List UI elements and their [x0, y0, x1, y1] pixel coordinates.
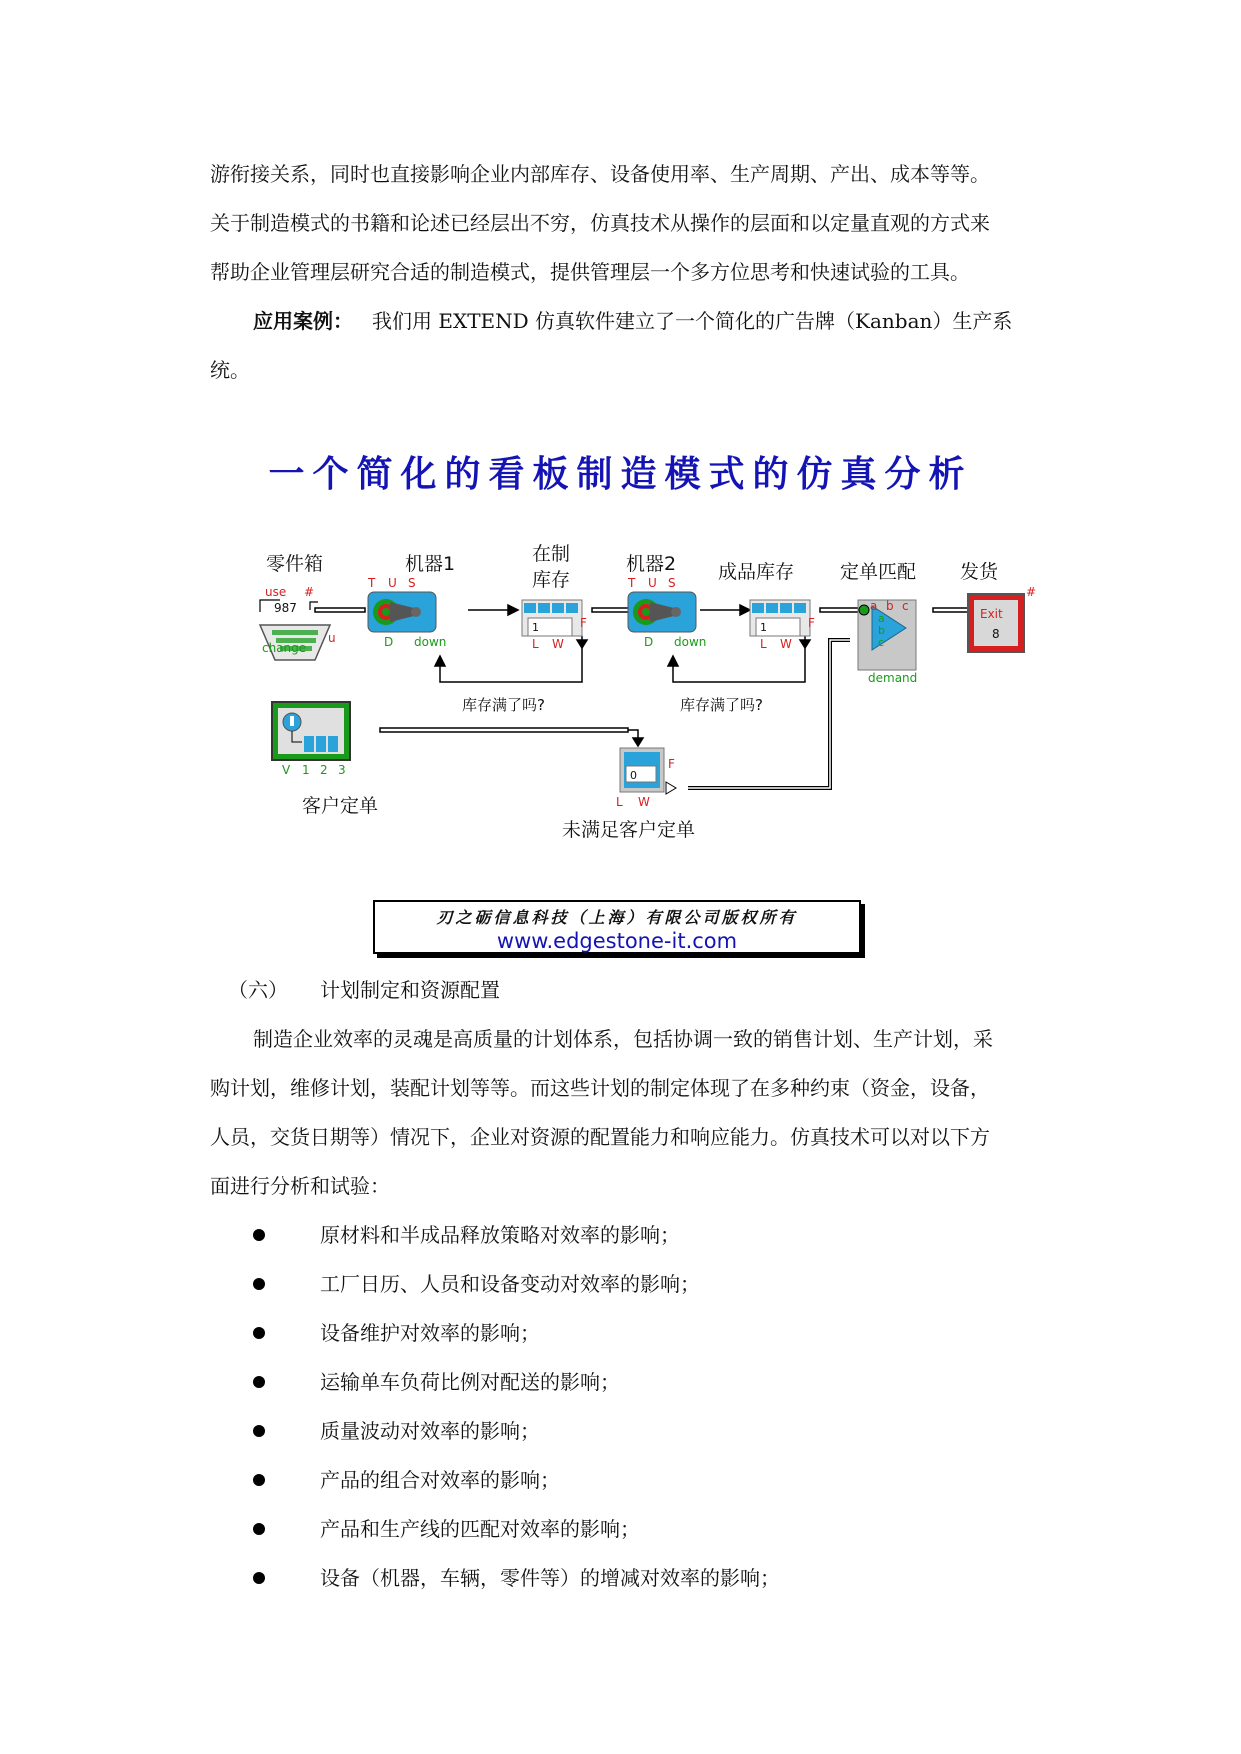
bullet-item: 设备（机器，车辆，零件等）的增减对效率的影响； [320, 1566, 780, 1590]
section-number: （六） [228, 978, 288, 1002]
wip-label-1: 在制 [532, 543, 571, 565]
copyright-box [373, 900, 861, 954]
q3-f: F [668, 757, 675, 771]
q1-val: 1 [532, 621, 539, 634]
inventory-full-label-2: 库存满了吗? [680, 696, 763, 714]
intro-line-3: 帮助企业管理层研究合适的制造模式，提供管理层一个多方位思考和快速试验的工具。 [210, 260, 970, 284]
bullet-dot [253, 1425, 265, 1437]
parts-bin-block [260, 585, 336, 660]
q2-f: F [808, 616, 815, 630]
q3-w: W [638, 795, 650, 809]
m1-d: D [384, 635, 394, 649]
bullet-item: 设备维护对效率的影响； [320, 1321, 540, 1345]
para-line-3: 人员，交货日期等）情况下，企业对资源的配置能力和响应能力。仿真技术可以对以下方 [210, 1125, 990, 1149]
wip-label-2: 库存 [532, 569, 571, 591]
m1-down: down [414, 635, 447, 649]
m2-u: U [648, 576, 657, 590]
exit-hash: # [1026, 585, 1037, 599]
order-match-label: 定单匹配 [840, 561, 917, 583]
bullet-dot [253, 1376, 265, 1388]
bullet-dot [253, 1474, 265, 1486]
m1-s: S [408, 576, 416, 590]
bullet-dot [253, 1572, 265, 1584]
intro-line-1: 游衔接关系，同时也直接影响企业内部库存、设备使用率、生产周期、产出、成本等等。 [210, 162, 990, 186]
m2-s: S [668, 576, 676, 590]
exit-block [968, 585, 1036, 652]
intro-line-2: 关于制造模式的书籍和论述已经层出不穷，仿真技术从操作的层面和以定量直观的方式来 [210, 211, 990, 235]
parts-bin-label: 零件箱 [266, 553, 324, 575]
case-text-cont: 统。 [210, 358, 250, 382]
copyright-url: www.edgestone-it.com [496, 929, 738, 953]
bullet-item: 质量波动对效率的影响； [320, 1419, 540, 1443]
machine2-block [627, 576, 706, 649]
machine2-label: 机器2 [626, 553, 677, 575]
figure-title: 一个简化的看板制造模式的仿真分析 [268, 454, 973, 495]
gen-v: V [282, 763, 291, 777]
inventory-full-label-1: 库存满了吗? [462, 696, 545, 714]
gen-3: 3 [338, 763, 346, 777]
m2-d: D [644, 635, 654, 649]
q2-l: L [760, 637, 767, 651]
q1-l: L [532, 637, 539, 651]
shipping-label: 发货 [960, 561, 999, 583]
m2-down: down [674, 635, 707, 649]
para-line-1: 制造企业效率的灵魂是高质量的计划体系，包括协调一致的销售计划、生产计划，采 [253, 1027, 993, 1051]
machine1-block [367, 576, 446, 649]
match-b-top: b [886, 599, 894, 613]
parts-use: use [265, 585, 287, 599]
q3-val: 0 [630, 769, 637, 782]
para-line-2: 购计划，维修计划，装配计划等等。而这些计划的制定体现了在多种约束（资金，设备， [210, 1076, 990, 1100]
copyright-company: 刃之砺信息科技（上海）有限公司版权所有 [436, 908, 798, 927]
customer-order-generator [272, 702, 350, 777]
m2-t: T [628, 576, 636, 590]
q1-w: W [552, 637, 564, 651]
q3-l: L [616, 795, 623, 809]
bullet-dot [253, 1523, 265, 1535]
m1-t: T [368, 576, 376, 590]
gen-2: 2 [320, 763, 328, 777]
bullet-dot [253, 1229, 265, 1241]
q2-val: 1 [760, 621, 767, 634]
match-c: c [878, 636, 885, 649]
section-title: 计划制定和资源配置 [320, 978, 500, 1002]
unfilled-orders-label: 未满足客户定单 [562, 819, 696, 841]
parts-hash: # [304, 585, 315, 599]
match-b: b [878, 624, 885, 637]
m1-u: U [388, 576, 397, 590]
customer-orders-label: 客户定单 [302, 795, 379, 817]
bullet-item: 产品和生产线的匹配对效率的影响； [320, 1517, 640, 1541]
bullet-item: 原材料和半成品释放策略对效率的影响； [320, 1223, 680, 1247]
finished-inventory-label: 成品库存 [718, 561, 795, 583]
machine1-label: 机器1 [405, 553, 456, 575]
exit-count: 8 [992, 627, 1000, 641]
wip-queue-block [522, 600, 587, 651]
bullet-dot [253, 1327, 265, 1339]
match-a: a [878, 612, 885, 625]
gen-1: 1 [302, 763, 310, 777]
match-a-top: a [870, 599, 878, 613]
bullet-dot [253, 1278, 265, 1290]
unfilled-orders-queue [616, 748, 676, 809]
match-demand: demand [868, 671, 918, 685]
parts-change: change [262, 641, 307, 655]
bullet-item: 产品的组合对效率的影响； [320, 1468, 560, 1492]
kanban-diagram [240, 530, 1037, 860]
exit-label: Exit [980, 607, 1003, 621]
para-line-4: 面进行分析和试验： [210, 1174, 390, 1198]
q1-f: F [580, 616, 587, 630]
parts-u: u [328, 631, 336, 645]
bullet-item: 工厂日历、人员和设备变动对效率的影响； [320, 1272, 700, 1296]
match-c-top: c [902, 599, 909, 613]
bullet-item: 运输单车负荷比例对配送的影响； [320, 1370, 620, 1394]
q2-w: W [780, 637, 792, 651]
case-label: 应用案例： [253, 309, 353, 333]
order-match-block [858, 599, 917, 685]
parts-count: 987 [274, 601, 297, 615]
case-text: 我们用 EXTEND 仿真软件建立了一个简化的广告牌（Kanban）生产系 [372, 309, 1013, 333]
